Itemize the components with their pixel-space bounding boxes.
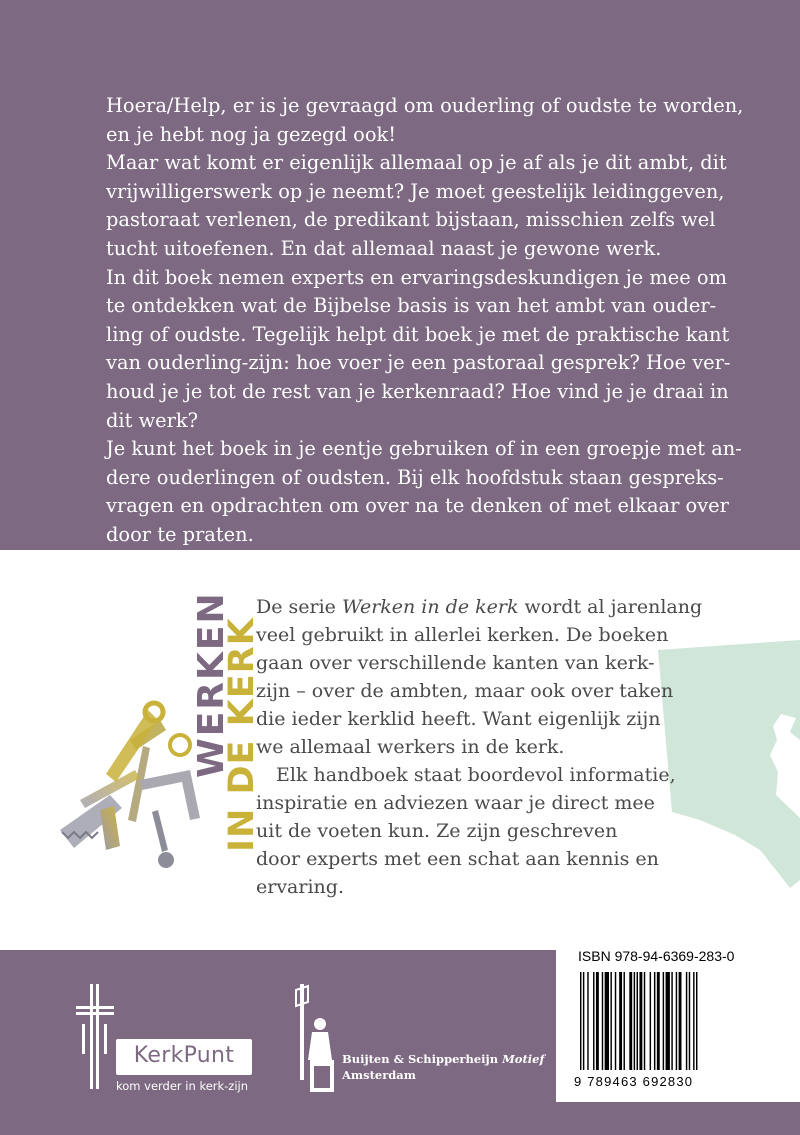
barcode-bar bbox=[650, 972, 651, 1070]
series-line bbox=[256, 593, 776, 621]
barcode-bar bbox=[610, 972, 611, 1070]
intro-suffix: wordt al jarenlang bbox=[518, 596, 703, 618]
series-logo-text bbox=[191, 591, 262, 852]
publisher-logo bbox=[290, 980, 545, 1100]
publisher-city: Amsterdam bbox=[342, 1068, 416, 1082]
barcode-bar bbox=[696, 972, 697, 1070]
barcode-bar bbox=[657, 972, 660, 1070]
logo-line-werken: WERKEN bbox=[191, 591, 232, 778]
blurb-line: houd je je tot de rest van je kerkenraad? Hoe vind je je draai in bbox=[106, 379, 729, 403]
barcode-bar bbox=[676, 972, 677, 1070]
blurb-line: dere ouderlingen of oudsten. Bij elk hoofdstuk staan gespreks- bbox=[106, 465, 724, 489]
series-line: uit de voeten kun. Ze zijn geschreven bbox=[256, 820, 618, 842]
cross-icon bbox=[76, 984, 116, 1094]
series-line: zijn – over de ambten, maar ook over taken bbox=[256, 680, 674, 702]
logo-line-in-de-kerk: IN DE KERK bbox=[222, 617, 262, 852]
blurb-line: ling of oudste. Tegelijk helpt dit boek je met de praktische kant bbox=[106, 322, 730, 346]
barcode-bar bbox=[639, 972, 642, 1070]
kerkpunt-tagline: kom verder in kerk-zijn bbox=[116, 1079, 249, 1093]
barcode-bar bbox=[671, 972, 672, 1070]
series-section bbox=[0, 550, 800, 950]
barcode-bar bbox=[663, 972, 664, 1070]
blurb-line: dit werk? bbox=[106, 408, 199, 432]
publisher-name bbox=[342, 1052, 544, 1066]
blurb-line: Maar wat komt er eigenlijk allemaal op je af als je dit ambt, dit bbox=[106, 151, 727, 175]
tools-icon bbox=[60, 703, 200, 868]
kerkpunt-name-box bbox=[116, 1039, 252, 1075]
barcode-bar bbox=[686, 972, 687, 1070]
blurb-line: vrijwilligerswerk op je neemt? Je moet geestelijk leidinggeven, bbox=[106, 179, 725, 203]
barcode-bar bbox=[666, 972, 670, 1070]
series-line: gaan over verschillende kanten van kerk- bbox=[256, 652, 655, 674]
barcode-bar bbox=[693, 972, 694, 1070]
barcode-bar bbox=[619, 972, 622, 1070]
publisher-name-italic: Motief bbox=[502, 1052, 545, 1066]
barcode-bar bbox=[580, 972, 581, 1070]
blurb-line: te ontdekken wat de Bijbelse basis is van het ambt van ouder- bbox=[106, 294, 717, 318]
barcode-box bbox=[556, 942, 800, 1102]
barcode-bar bbox=[602, 972, 603, 1070]
ean-digits: 9 789463 692830 bbox=[574, 1074, 694, 1089]
series-title: Werken in de kerk bbox=[341, 596, 519, 618]
series-description bbox=[256, 593, 776, 901]
series-line: we allemaal werkers in de kerk. bbox=[256, 736, 565, 758]
barcode-bar bbox=[634, 972, 635, 1070]
barcode-bar bbox=[583, 972, 584, 1070]
barcode-bar bbox=[629, 972, 632, 1070]
series-line: door experts met een schat aan kennis en bbox=[256, 848, 659, 870]
blurb-line: door te praten. bbox=[106, 522, 254, 546]
intro-prefix: De serie bbox=[256, 596, 342, 618]
blurb-line: tucht uitoefenen. En dat allemaal naast je gewone werk. bbox=[106, 236, 662, 260]
blurb-line: Hoera/Help, er is je gevraagd om ouderling of oudste te worden, bbox=[106, 94, 744, 117]
isbn-label: ISBN 978-94-6369-283-0 bbox=[578, 948, 735, 964]
barcode-bar bbox=[624, 972, 625, 1070]
blurb-line: vragen en opdrachten om over na te denken of met elkaar over bbox=[106, 494, 729, 518]
series-line: inspiratie en adviezen waar je direct mee bbox=[256, 792, 655, 814]
blurb-line: Je kunt het boek in je eentje gebruiken of in een groepje met an- bbox=[106, 437, 742, 461]
barcode-bar bbox=[596, 972, 599, 1070]
barcode-bar bbox=[654, 972, 655, 1070]
publisher-figure-icon bbox=[290, 980, 340, 1100]
kerkpunt-logo bbox=[76, 984, 276, 1094]
series-line: Elk handboek staat boordevol informatie, bbox=[276, 764, 676, 786]
series-line: ervaring. bbox=[256, 876, 344, 898]
barcode-bar bbox=[615, 972, 616, 1070]
blurb-section bbox=[0, 0, 800, 550]
barcode-bar bbox=[637, 972, 638, 1070]
blurb-line: In dit boek nemen experts en ervaringsdeskundigen je mee om bbox=[106, 265, 727, 289]
barcode-bar bbox=[593, 972, 594, 1070]
barcode-icon bbox=[580, 972, 780, 1072]
publisher-name-regular: Buijten & Schipperheijn bbox=[342, 1052, 503, 1066]
barcode-bar bbox=[587, 972, 588, 1070]
kerkpunt-name: KerkPunt bbox=[133, 1043, 235, 1068]
werken-in-de-kerk-logo bbox=[40, 570, 262, 890]
blurb-line: pastoraat verlenen, de predikant bijstaan, misschien zelfs wel bbox=[106, 208, 716, 232]
footer-section bbox=[0, 950, 800, 1135]
barcode-bar bbox=[605, 972, 609, 1070]
barcode-bar bbox=[644, 972, 645, 1070]
barcode-bar bbox=[689, 972, 690, 1070]
series-line: die ieder kerklid heeft. Want eigenlijk zijn bbox=[256, 708, 661, 730]
series-line: veel gebruikt in allerlei kerken. De boeken bbox=[256, 624, 669, 646]
blurb-line: en je hebt nog ja gezegd ook! bbox=[106, 122, 397, 146]
barcode-bar bbox=[679, 972, 682, 1070]
blurb-line: van ouderling-zijn: hoe voer je een pastoraal gesprek? Hoe ver- bbox=[106, 351, 731, 375]
blurb-text bbox=[106, 92, 744, 550]
